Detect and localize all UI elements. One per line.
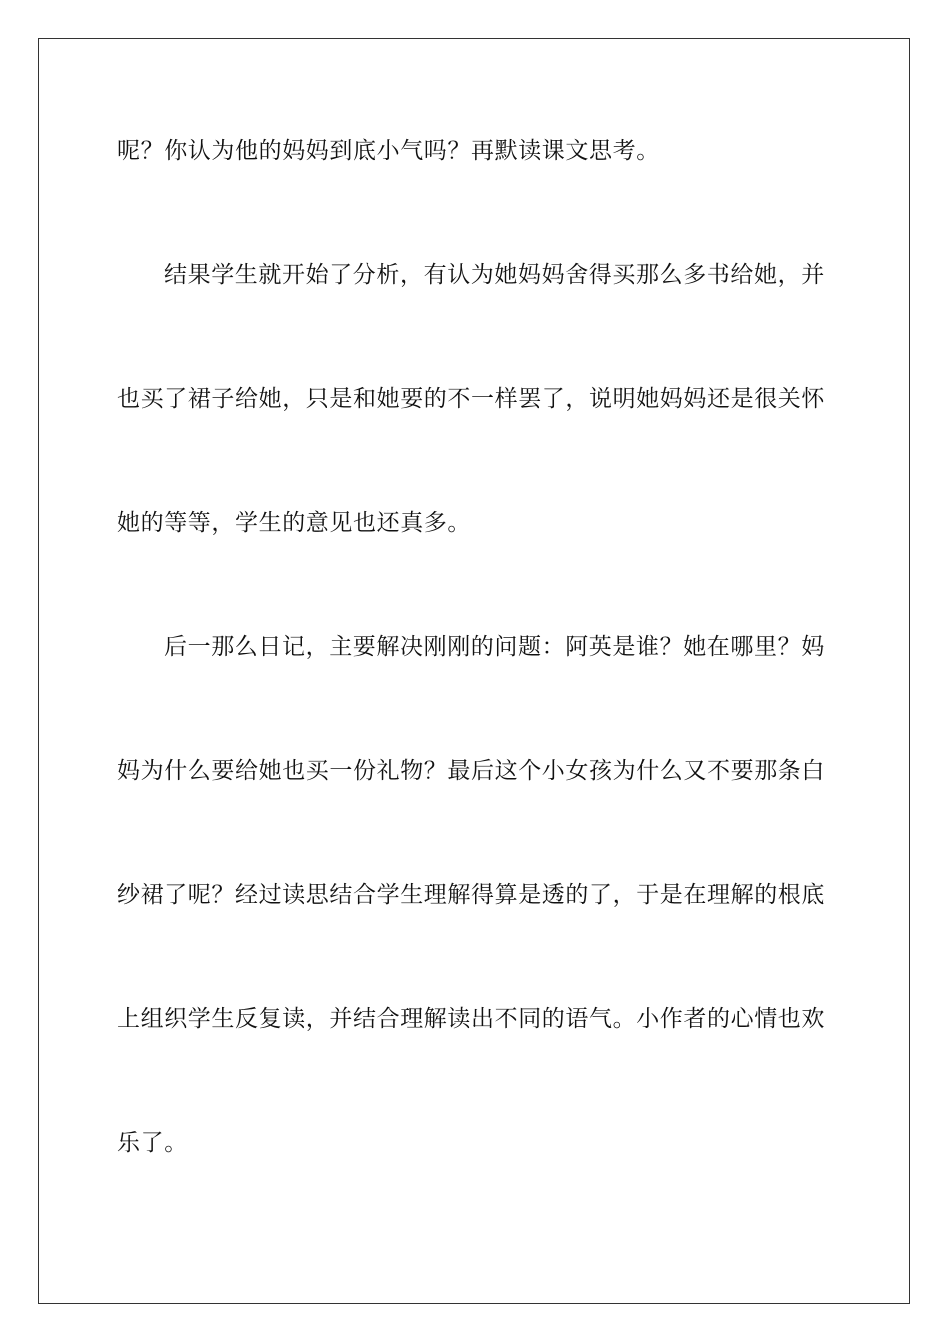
text-line: 后一那么日记，主要解决刚刚的问题：阿英是谁？她在哪里？妈 bbox=[164, 634, 825, 660]
text-line: 上组织学生反复读，并结合理解读出不同的语气。小作者的心情也欢 bbox=[117, 1006, 825, 1032]
text-line: 呢？你认为他的妈妈到底小气吗？再默读课文思考。 bbox=[117, 138, 660, 164]
text-line: 乐了。 bbox=[117, 1130, 188, 1156]
text-line: 妈为什么要给她也买一份礼物？最后这个小女孩为什么又不要那条白 bbox=[117, 758, 825, 784]
text-line: 她的等等，学生的意见也还真多。 bbox=[117, 510, 471, 536]
text-line: 也买了裙子给她，只是和她要的不一样罢了，说明她妈妈还是很关怀 bbox=[117, 386, 825, 412]
page-border bbox=[38, 38, 910, 1304]
text-line: 结果学生就开始了分析，有认为她妈妈舍得买那么多书给她，并 bbox=[164, 262, 825, 288]
text-line: 纱裙了呢？经过读思结合学生理解得算是透的了，于是在理解的根底 bbox=[117, 882, 825, 908]
